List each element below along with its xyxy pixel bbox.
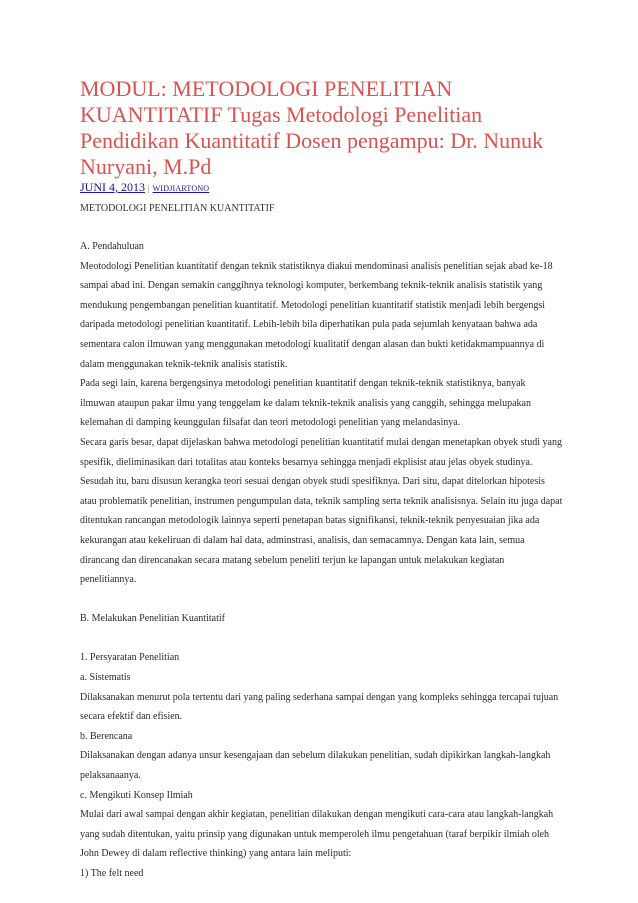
paragraph: Mulai dari awal sampai dengan akhir kegiatan, penelitian dilakukan dengan mengikuti cara-cara atau langkah-langkah yang sudah ditentukan, yaitu prinsip yang digunakan untuk memperoleh ilmu pengetahuan (taraf berpikir ilmiah oleh John Dewey di dalam reflective thinking) yang antara lain meliputi: [80, 809, 554, 860]
list-item: 1) The felt need [80, 868, 144, 879]
paragraph: Dilaksanakan dengan adanya unsur kesengajaan dan sebelum dilakukan penelitian, sudah dipikirkan langkah-langkah pelaksanaanya. [80, 750, 551, 782]
item-heading: c. Mengikuti Konsep Ilmiah [80, 789, 193, 801]
paragraph: Dilaksanakan menurut pola tertentu dari yang paling sederhana sampai dengan yang kompleks sehingga tercapai tujuan secara efektif dan efisien. [80, 691, 559, 723]
author-link[interactable]: WIDJIARTONO [152, 184, 210, 193]
spacer [80, 629, 563, 649]
item-heading: b. Berencana [80, 730, 133, 742]
section-a-heading: A. Pendahuluan [80, 241, 144, 252]
meta-separator: | [148, 184, 150, 193]
paragraph: Meotodologi Penelitian kuantitatif dengan teknik statistiknya diakui mendominasi analisis penelitian sejak abad ke-18 sampai abad ini. Dengan semakin canggihnya teknologi komputer, berkembang teknik-teknik analisis statistik yang mendukung pengembangan penelitian kuantitatif. Metodologi penelitian kuantitatif statistik menjadi lebih bergengsi daripada metodologi penelitian kuantitatif. Lebih-lebih bila diperhatikan pula pada sejumlah kenyataan bahwa ada sementara calon ilmuwan yang menggunakan metodologi kualitatif dengan alasan dan bukti ketidakmampuannya di dalam menggunakan teknik-teknik analisis statistik. [80, 260, 553, 370]
item-heading: a. Sistematis [80, 672, 131, 684]
section-b-heading: B. Melakukan Penelitian Kuantitatif [80, 613, 225, 625]
spacer [80, 590, 563, 610]
document-page [80, 76, 563, 884]
subsection-heading: 1. Persyaratan Penelitian [80, 652, 180, 664]
post-meta [80, 180, 563, 196]
category-label: METODOLOGI PENELITIAN KUANTITATIF [80, 203, 275, 214]
paragraph: Secara garis besar, dapat dijelaskan bahwa metodologi penelitian kuantitatif mulai dengan menetapkan obyek studi yang spesifik, dieliminasikan dari totalitas atau konteks besarnya sehingga menjadi ekplisist atau jelas obyek studinya. Sesudah itu, baru disusun kerangka teori sesuai dengan obyek studi spesifiknya. Dari situ, dapat ditelorkan hipotesis atau problematik penelitian, instrumen pengumpulan data, teknik sampling serta teknik analisisnya. Selain itu juga dapat ditentukan rancangan metodologik lainnya seperti penetapan batas signifikansi, teknik-teknik penyesuaian jika ada kekurangan atau kekeliruan di dalam hal data, adminstrasi, analisis, dan semacamnya. Dengan kata lain, semua dirancang dan direncanakan secara matang sebelum peneliti terjun ke lapangan untuk melakukan kegiatan penelitiannya. [80, 436, 563, 586]
post-date-link[interactable]: JUNI 4, 2013 [80, 180, 145, 194]
article-title: MODUL: METODOLOGI PENELITIAN KUANTITATIF Tugas Metodologi Penelitian Pendidikan Kuantitatif Dosen pengampu: Dr. Nunuk Nuryani, M.Pd [80, 76, 544, 179]
paragraph: Pada segi lain, karena bergengsinya metodologi penelitian kuantitatif dengan teknik-teknik statistiknya, banyak ilmuwan ataupun pakar ilmu yang tenggelam ke dalam teknik-teknik analisis yang canggih, sehingga melupakan kelemahan di damping keunggulan filsafat dan teori metodologi penelitian yang melandasinya. [80, 378, 531, 429]
article-body [80, 237, 563, 884]
